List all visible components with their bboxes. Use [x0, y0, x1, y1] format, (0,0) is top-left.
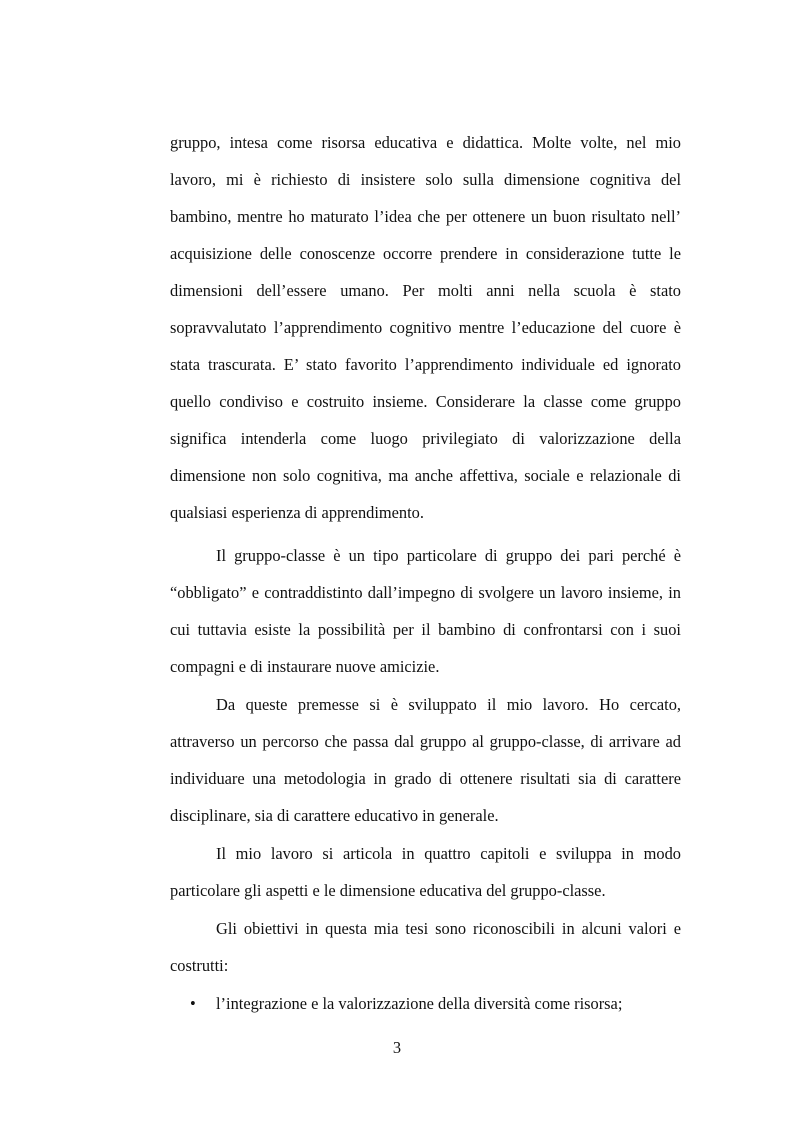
bullet-icon: • [190, 994, 196, 1013]
paragraph-gruppo-classe: Il gruppo-classe è un tipo particolare di gruppo dei pari perché è “obbligato” e contraddistinto dall’impegno di svolgere un lavoro insieme, in cui tuttavia esiste la possibilità per il bambino di confrontarsi con i suoi compagni e di instaurare nuove amicizie. [170, 546, 681, 676]
page-body [170, 124, 681, 1022]
paragraph-capitoli: Il mio lavoro si articola in quattro capitoli e sviluppa in modo particolare gli aspetti e le dimensione educativa del gruppo-classe. [170, 844, 681, 900]
bullet-list [170, 985, 681, 1022]
page-number: 3 [392, 1038, 402, 1057]
list-item [170, 985, 681, 1022]
list-item-text: l’integrazione e la valorizzazione della diversità come risorsa; [216, 994, 623, 1013]
paragraph-premesse: Da queste premesse si è sviluppato il mio lavoro. Ho cercato, attraverso un percorso che passa dal gruppo al gruppo-classe, di arrivare ad individuare una metodologia in grado di ottenere risultati sia di carattere disciplinare, sia di carattere educativo in generale. [170, 695, 681, 825]
paragraph-intro: gruppo, intesa come risorsa educativa e didattica. Molte volte, nel mio lavoro, mi è richiesto di insistere solo sulla dimensione cognitiva del bambino, mentre ho maturato l’idea che per ottenere un buon risultato nell’ acquisizione delle conoscenze occorre prendere in considerazione tutte le dimensioni dell’essere umano. Per molti anni nella scuola è stato sopravvalutato l’apprendimento cognitivo mentre l’educazione del cuore è stata trascurata. E’ stato favorito l’apprendimento individuale ed ignorato quello condiviso e costruito insieme. Considerare la classe come gruppo significa intenderla come luogo privilegiato di valorizzazione della dimensione non solo cognitiva, ma anche affettiva, sociale e relazionale di qualsiasi esperienza di apprendimento. [170, 133, 681, 522]
paragraph-obiettivi: Gli obiettivi in questa mia tesi sono riconoscibili in alcuni valori e costrutti: [170, 919, 681, 975]
